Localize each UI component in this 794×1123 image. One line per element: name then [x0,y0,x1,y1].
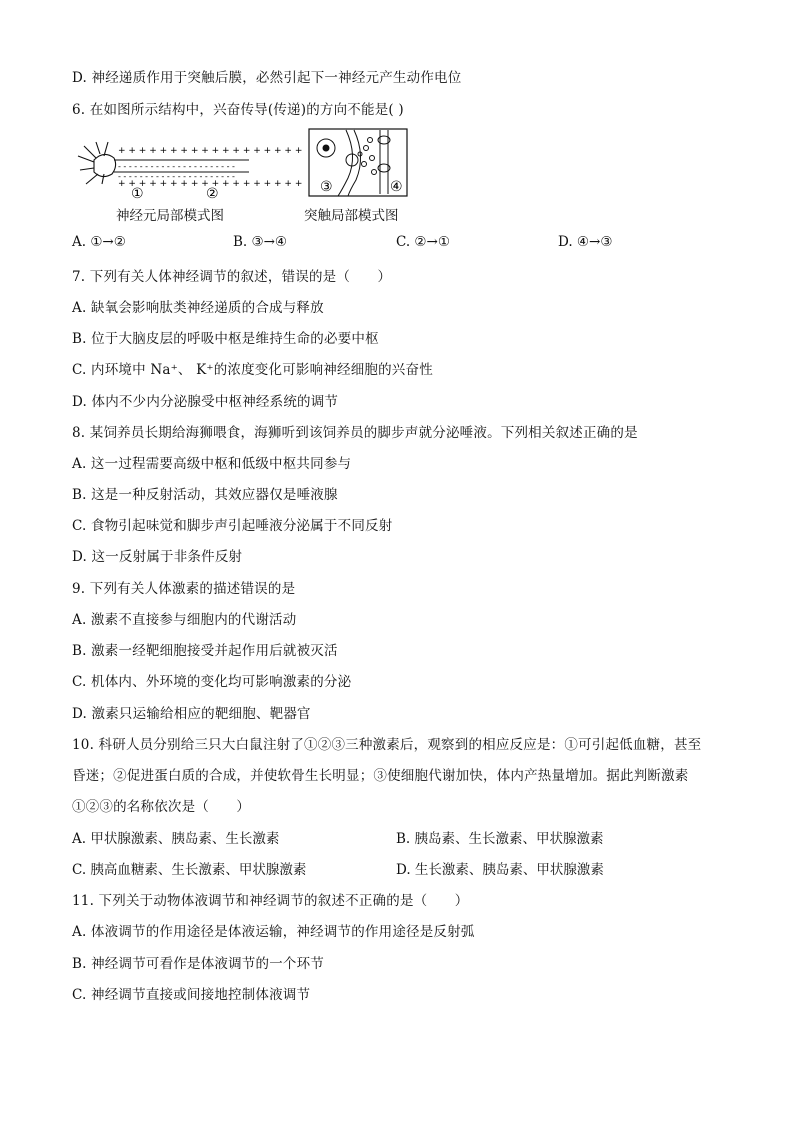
plus-row-top: + + + + + + + + + + + + + + + + + + [118,146,303,156]
question-11: 11. 下列关于动物体液调节和神经调节的叙述不正确的是（ ） [72,893,469,909]
synapse-caption: 突触局部模式图 [304,208,399,224]
q6-option-a[interactable]: A. ①→② [72,234,126,250]
q10-option-d[interactable]: D. 生长激素、胰岛素、甲状腺激素 [396,862,604,878]
question-6: 6. 在如图所示结构中，兴奋传导(传递)的方向不能是( ) [72,102,404,118]
label-3: ③ [320,179,333,195]
q11-option-c[interactable]: C. 神经调节直接或间接地控制体液调节 [72,987,311,1003]
label-2: ② [206,186,219,202]
question-10-line-3: ①②③的名称依次是（ ） [72,799,251,815]
question-10-line-2: 昏迷；②促进蛋白质的合成，并使软骨生长明显；③使细胞代谢加快，体内产热量增加。据此判断激素 [72,768,689,784]
q7-option-b[interactable]: B. 位于大脑皮层的呼吸中枢是维持生命的必要中枢 [72,331,379,347]
q10-option-c[interactable]: C. 胰高血糖素、生长激素、甲状腺激素 [72,862,307,878]
question-7: 7. 下列有关人体神经调节的叙述，错误的是（ ） [72,269,392,285]
q8-option-c[interactable]: C. 食物引起味觉和脚步声引起唾液分泌属于不同反射 [72,518,393,534]
q9-option-d[interactable]: D. 激素只运输给相应的靶细胞、靶器官 [72,706,311,722]
minus-row-bottom: - - - - - - - - - - - - - - - - - - - - - - [118,172,235,181]
q7-option-c[interactable]: C. 内环境中 Na⁺、 K⁺的浓度变化可影响神经细胞的兴奋性 [72,362,433,378]
question-9: 9. 下列有关人体激素的描述错误的是 [72,581,296,597]
line-5d: D. 神经递质作用于突触后膜，必然引起下一神经元产生动作电位 [72,70,462,86]
q7-option-d[interactable]: D. 体内不少内分泌腺受中枢神经系统的调节 [72,394,339,410]
q10-option-a[interactable]: A. 甲状腺激素、胰岛素、生长激素 [72,831,280,847]
q8-option-b[interactable]: B. 这是一种反射活动，其效应器仅是唾液腺 [72,487,338,503]
question-8: 8. 某饲养员长期给海狮喂食，海狮听到该饲养员的脚步声就分泌唾液。下列相关叙述正确的是 [72,425,638,441]
neuron-diagram [74,136,303,202]
question-10-line-1: 10. 科研人员分别给三只大白鼠注射了①②③三种激素后，观察到的相应反应是：①可引起低血糖，甚至 [72,737,702,753]
q9-option-a[interactable]: A. 激素不直接参与细胞内的代谢活动 [72,612,297,628]
q10-option-b[interactable]: B. 胰岛素、生长激素、甲状腺激素 [396,831,604,847]
q9-option-c[interactable]: C. 机体内、外环境的变化均可影响激素的分泌 [72,674,352,690]
synapse-diagram [308,128,408,198]
q8-option-a[interactable]: A. 这一过程需要高级中枢和低级中枢共同参与 [72,456,352,472]
q7-option-a[interactable]: A. 缺氧会影响肽类神经递质的合成与释放 [72,300,324,316]
q6-option-d[interactable]: D. ④→③ [558,234,613,250]
q6-option-c[interactable]: C. ②→① [396,234,450,250]
q8-option-d[interactable]: D. 这一反射属于非条件反射 [72,549,243,565]
q11-option-a[interactable]: A. 体液调节的作用途径是体液运输，神经调节的作用途径是反射弧 [72,924,475,940]
q6-option-b[interactable]: B. ③→④ [233,234,288,250]
label-1: ① [131,186,144,202]
neuron-caption: 神经元局部模式图 [116,208,224,224]
plus-row-bottom: + + + + + + + + + + + + + + + + + + [118,179,303,189]
label-4: ④ [390,179,403,195]
q9-option-b[interactable]: B. 激素一经靶细胞接受并起作用后就被灭活 [72,643,338,659]
q11-option-b[interactable]: B. 神经调节可看作是体液调节的一个环节 [72,956,325,972]
minus-row-top: - - - - - - - - - - - - - - - - - - - - - - [118,162,235,171]
